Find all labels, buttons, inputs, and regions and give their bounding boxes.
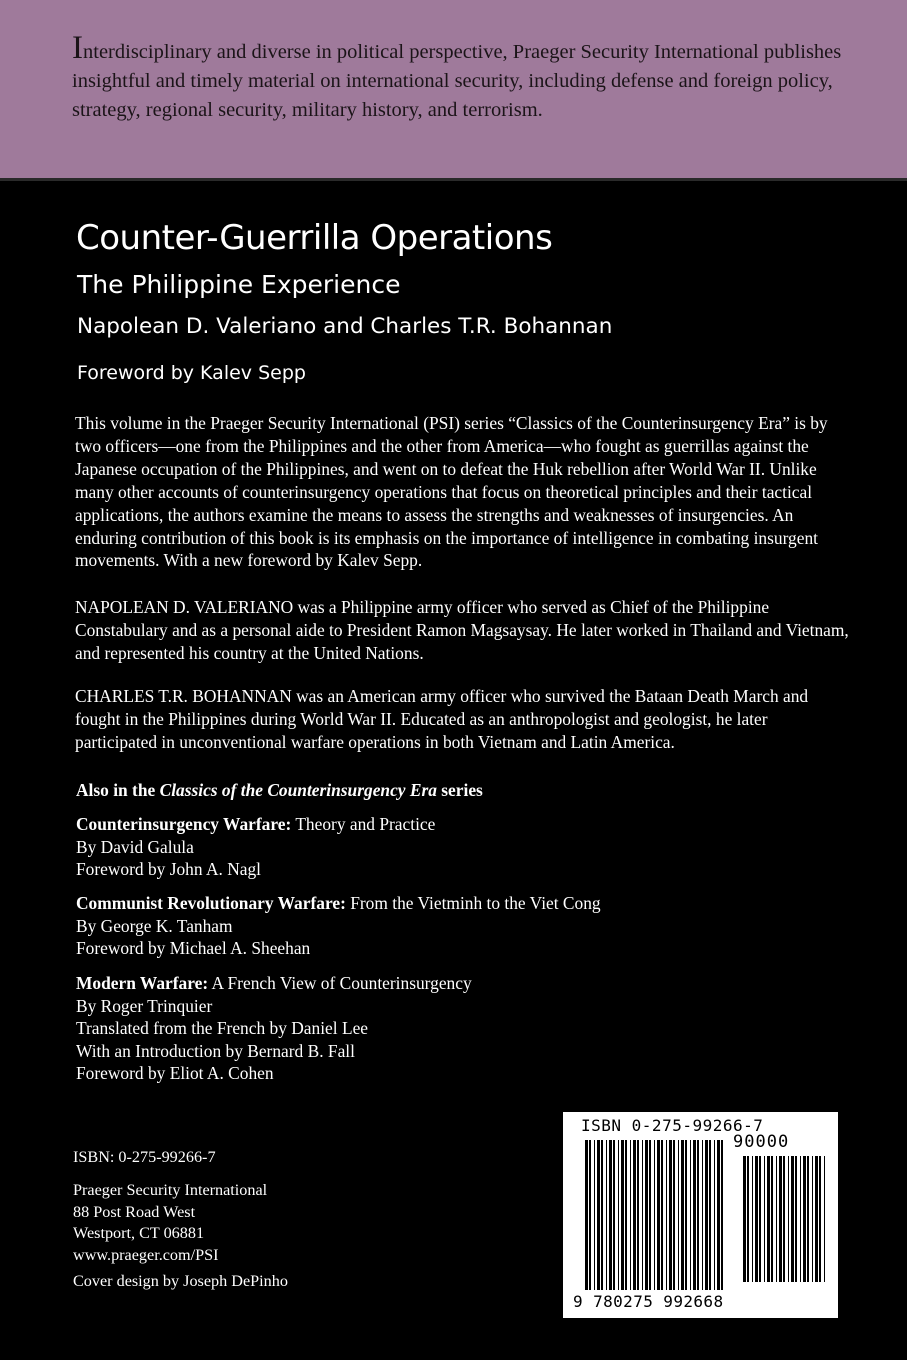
barcode-bar [637, 1140, 639, 1290]
barcode-bar [803, 1156, 806, 1282]
series-entry-title: Counterinsurgency Warfare: [76, 814, 292, 834]
publisher-city: Westport, CT 06881 [73, 1224, 205, 1242]
barcode-bar [721, 1140, 723, 1290]
series-entry-line: Foreword by John A. Nagl [76, 859, 262, 879]
series-entry-line: By Roger Trinquier [76, 995, 213, 1016]
barcode-isbn-label: ISBN 0-275-99266-7 [581, 1116, 764, 1135]
dropcap: I [72, 30, 83, 66]
barcode-bar [613, 1140, 615, 1290]
book-authors: Napolean D. Valeriano and Charles T.R. Bohannan [77, 314, 613, 339]
barcode-bar [601, 1140, 603, 1290]
author-bio-valeriano: NAPOLEAN D. VALERIANO was a Philippine army officer who served as Chief of the Philippine Constabulary and as a personal aide to President Ramon Magsaysay. He later worked in Thailand and Vietnam, and represented his country at the United Nations. [75, 597, 849, 663]
barcode-bar [685, 1140, 687, 1290]
series-entry-line: Translated from the French by Daniel Lee [76, 1018, 369, 1038]
series-heading: Also in the Classics of the Counterinsurgency Era series [76, 780, 483, 800]
barcode-bar [702, 1140, 703, 1290]
barcode-bar [697, 1140, 699, 1290]
barcode-bar [594, 1140, 595, 1290]
barcode-bars [563, 1112, 838, 1318]
publisher-address [73, 1180, 267, 1266]
series-entry-line: By David Galula [76, 836, 194, 857]
barcode-bar [800, 1156, 801, 1282]
top-blurb-band [0, 0, 907, 178]
barcode-bar [666, 1140, 667, 1290]
book-title: Counter-Guerrilla Operations [76, 218, 553, 258]
barcode-bar [709, 1140, 711, 1290]
barcode-bar [764, 1156, 765, 1282]
publisher-street: 88 Post Road West [73, 1202, 196, 1221]
book-foreword: Foreword by Kalev Sepp [77, 362, 306, 384]
series-entry-title: Communist Revolutionary Warfare: [76, 893, 346, 913]
barcode-bar [743, 1156, 746, 1282]
cover-design-credit: Cover design by Joseph DePinho [73, 1272, 288, 1290]
barcode-bar [654, 1140, 655, 1290]
series-entry [76, 813, 435, 881]
barcode-digits: 9 780275 992668 [573, 1292, 724, 1311]
series-entry-line: Foreword by Eliot A. Cohen [76, 1063, 274, 1083]
barcode-bar [714, 1140, 715, 1290]
barcode-bar [807, 1156, 809, 1282]
series-entry-subtitle: A French View of Counterinsurgency [208, 973, 472, 993]
series-entry-line: Foreword by Michael A. Sheehan [76, 938, 311, 958]
series-entry-title: Modern Warfare: [76, 973, 209, 993]
top-blurb [72, 30, 852, 125]
barcode-bar [788, 1156, 789, 1282]
barcode-bar [755, 1156, 758, 1282]
barcode-bar [771, 1156, 773, 1282]
barcode-bar [824, 1156, 825, 1282]
band-divider [0, 178, 907, 181]
series-entry-subtitle: From the Vietminh to the Viet Cong [345, 893, 601, 913]
barcode-bar [819, 1156, 821, 1282]
barcode [563, 1112, 838, 1318]
barcode-bar [609, 1140, 612, 1290]
barcode-bar [621, 1140, 624, 1290]
barcode-bar [669, 1140, 672, 1290]
top-blurb-text: nterdisciplinary and diverse in political perspective, Praeger Security International publishes insightful and timely material on international security, including defense and foreign policy, strategy, regional security, military history, and terrorism. [72, 41, 842, 121]
barcode-bar [717, 1140, 720, 1290]
barcode-bar [678, 1140, 679, 1290]
barcode-bar [633, 1140, 636, 1290]
barcode-bar [693, 1140, 696, 1290]
barcode-bar [759, 1156, 761, 1282]
barcode-bar [779, 1156, 782, 1282]
barcode-bar [597, 1140, 600, 1290]
barcode-bar [649, 1140, 651, 1290]
barcode-bar [625, 1140, 627, 1290]
barcode-bar [776, 1156, 777, 1282]
book-subtitle: The Philippine Experience [77, 270, 401, 299]
barcode-bar [767, 1156, 770, 1282]
barcode-bar [747, 1156, 749, 1282]
barcode-bar [812, 1156, 813, 1282]
series-name: Classics of the Counterinsurgency Era [159, 780, 437, 800]
barcode-bar [690, 1140, 691, 1290]
barcode-bar [795, 1156, 797, 1282]
barcode-bar [642, 1140, 643, 1290]
barcode-bar [585, 1140, 588, 1290]
publisher-website: www.praeger.com/PSI [73, 1245, 219, 1264]
series-entry-line: With an Introduction by Bernard B. Fall [76, 1040, 355, 1061]
series-entry-subtitle: Theory and Practice [291, 814, 436, 834]
barcode-bar [681, 1140, 684, 1290]
series-entry-line: By George K. Tanham [76, 915, 233, 936]
barcode-bar [606, 1140, 607, 1290]
barcode-bar [783, 1156, 785, 1282]
publisher-name: Praeger Security International [73, 1181, 268, 1199]
barcode-bar [630, 1140, 631, 1290]
isbn-text: ISBN: 0-275-99266-7 [73, 1148, 216, 1166]
series-entry [76, 972, 472, 1085]
barcode-bar [661, 1140, 663, 1290]
barcode-bar [589, 1140, 591, 1290]
barcode-addon-code: 90000 [733, 1132, 790, 1152]
barcode-bar [752, 1156, 753, 1282]
barcode-bar [705, 1140, 708, 1290]
author-bio-bohannan: CHARLES T.R. BOHANNAN was an American army officer who survived the Bataan Death March and fought in the Philippines during World War II. Educated as an anthropologist and geologist, he later participated in unconventional warfare operations in both Vietnam and Latin America. [75, 686, 809, 752]
barcode-bar [791, 1156, 794, 1282]
barcode-bar [657, 1140, 660, 1290]
barcode-bar [645, 1140, 648, 1290]
description-paragraph: This volume in the Praeger Security International (PSI) series “Classics of the Counterinsurgency Era” is by two officers—one from the Philippines and the other from America—who fought as guerrillas against the Japanese occupation of the Philippines, and went on to defeat the Huk rebellion after World War II. Unlike many other accounts of counterinsurgency operations that focus on theoretical principles and their tactical applications, the authors examine the means to assess the strengths and weaknesses of insurgencies. An enduring contribution of this book is its emphasis on the importance of intelligence in combating insurgent movements. With a new foreword by Kalev Sepp. [75, 413, 828, 571]
series-entry [76, 892, 601, 960]
barcode-bar [815, 1156, 818, 1282]
barcode-bar [673, 1140, 675, 1290]
barcode-bar [618, 1140, 619, 1290]
